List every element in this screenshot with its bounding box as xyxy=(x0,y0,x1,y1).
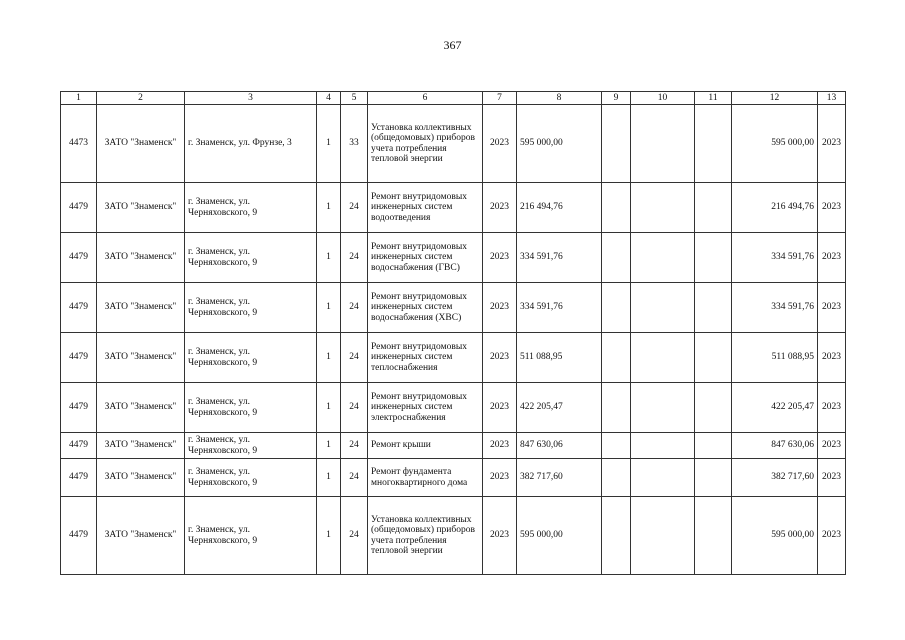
col11-cell xyxy=(695,283,732,333)
address-cell: г. Знаменск, ул. Черняховского, 9 xyxy=(185,497,317,575)
end-year-cell: 2023 xyxy=(818,333,846,383)
total-cost-cell: 847 630,06 xyxy=(732,433,818,459)
municipality-cell: ЗАТО "Знаменск" xyxy=(97,183,185,233)
col10-cell xyxy=(631,183,695,233)
total-cost-cell: 334 591,76 xyxy=(732,283,818,333)
total-cost-cell: 595 000,00 xyxy=(732,105,818,183)
col9-cell xyxy=(602,333,631,383)
col10-cell xyxy=(631,459,695,497)
col9-cell xyxy=(602,105,631,183)
col5-cell: 24 xyxy=(341,283,368,333)
work-type-cell: Ремонт крыши xyxy=(368,433,483,459)
municipality-cell: ЗАТО "Знаменск" xyxy=(97,433,185,459)
municipality-cell: ЗАТО "Знаменск" xyxy=(97,233,185,283)
col9-cell xyxy=(602,497,631,575)
work-type-cell: Установка коллективных (общедомовых) приборов учета потребления тепловой энергии xyxy=(368,497,483,575)
col9-cell xyxy=(602,283,631,333)
col10-cell xyxy=(631,233,695,283)
column-header: 11 xyxy=(695,92,732,105)
total-cost-cell: 382 717,60 xyxy=(732,459,818,497)
row-number-cell: 4473 xyxy=(61,105,97,183)
table-row xyxy=(61,105,846,183)
cost-cell: 216 494,76 xyxy=(517,183,602,233)
work-type-cell: Установка коллективных (общедомовых) приборов учета потребления тепловой энергии xyxy=(368,105,483,183)
cost-cell: 334 591,76 xyxy=(517,233,602,283)
table-row xyxy=(61,433,846,459)
col10-cell xyxy=(631,333,695,383)
row-number-cell: 4479 xyxy=(61,459,97,497)
col9-cell xyxy=(602,383,631,433)
cost-cell: 595 000,00 xyxy=(517,497,602,575)
municipality-cell: ЗАТО "Знаменск" xyxy=(97,383,185,433)
col4-cell: 1 xyxy=(317,233,341,283)
year-cell: 2023 xyxy=(483,433,517,459)
address-cell: г. Знаменск, ул. Черняховского, 9 xyxy=(185,183,317,233)
table-row xyxy=(61,497,846,575)
col9-cell xyxy=(602,183,631,233)
cost-cell: 511 088,95 xyxy=(517,333,602,383)
address-cell: г. Знаменск, ул. Черняховского, 9 xyxy=(185,383,317,433)
row-number-cell: 4479 xyxy=(61,433,97,459)
year-cell: 2023 xyxy=(483,233,517,283)
column-header: 12 xyxy=(732,92,818,105)
column-header: 9 xyxy=(602,92,631,105)
municipality-cell: ЗАТО "Знаменск" xyxy=(97,283,185,333)
col5-cell: 33 xyxy=(341,105,368,183)
page-number: 367 xyxy=(443,38,462,52)
year-cell: 2023 xyxy=(483,459,517,497)
col4-cell: 1 xyxy=(317,459,341,497)
col4-cell: 1 xyxy=(317,383,341,433)
table-row xyxy=(61,333,846,383)
col4-cell: 1 xyxy=(317,183,341,233)
address-cell: г. Знаменск, ул. Черняховского, 9 xyxy=(185,283,317,333)
end-year-cell: 2023 xyxy=(818,183,846,233)
total-cost-cell: 334 591,76 xyxy=(732,233,818,283)
cost-cell: 595 000,00 xyxy=(517,105,602,183)
municipality-cell: ЗАТО "Знаменск" xyxy=(97,459,185,497)
col11-cell xyxy=(695,383,732,433)
col5-cell: 24 xyxy=(341,183,368,233)
col11-cell xyxy=(695,459,732,497)
row-number-cell: 4479 xyxy=(61,383,97,433)
column-header: 5 xyxy=(341,92,368,105)
col10-cell xyxy=(631,105,695,183)
end-year-cell: 2023 xyxy=(818,283,846,333)
col10-cell xyxy=(631,433,695,459)
header-row xyxy=(61,92,846,105)
column-header: 8 xyxy=(517,92,602,105)
year-cell: 2023 xyxy=(483,183,517,233)
end-year-cell: 2023 xyxy=(818,383,846,433)
col4-cell: 1 xyxy=(317,497,341,575)
total-cost-cell: 422 205,47 xyxy=(732,383,818,433)
end-year-cell: 2023 xyxy=(818,105,846,183)
row-number-cell: 4479 xyxy=(61,183,97,233)
address-cell: г. Знаменск, ул. Фрунзе, 3 xyxy=(185,105,317,183)
work-type-cell: Ремонт внутридомовых инженерных систем водоснабжения (ГВС) xyxy=(368,233,483,283)
column-header: 6 xyxy=(368,92,483,105)
col11-cell xyxy=(695,183,732,233)
col9-cell xyxy=(602,233,631,283)
year-cell: 2023 xyxy=(483,383,517,433)
cost-cell: 334 591,76 xyxy=(517,283,602,333)
municipality-cell: ЗАТО "Знаменск" xyxy=(97,105,185,183)
municipality-cell: ЗАТО "Знаменск" xyxy=(97,333,185,383)
municipality-cell: ЗАТО "Знаменск" xyxy=(97,497,185,575)
column-header: 2 xyxy=(97,92,185,105)
address-cell: г. Знаменск, ул. Черняховского, 9 xyxy=(185,433,317,459)
col10-cell xyxy=(631,283,695,333)
work-type-cell: Ремонт внутридомовых инженерных систем водоснабжения (ХВС) xyxy=(368,283,483,333)
total-cost-cell: 511 088,95 xyxy=(732,333,818,383)
total-cost-cell: 216 494,76 xyxy=(732,183,818,233)
col11-cell xyxy=(695,105,732,183)
col10-cell xyxy=(631,383,695,433)
col9-cell xyxy=(602,459,631,497)
col5-cell: 24 xyxy=(341,459,368,497)
column-header: 1 xyxy=(61,92,97,105)
row-number-cell: 4479 xyxy=(61,333,97,383)
column-header: 3 xyxy=(185,92,317,105)
col5-cell: 24 xyxy=(341,433,368,459)
col4-cell: 1 xyxy=(317,283,341,333)
end-year-cell: 2023 xyxy=(818,459,846,497)
program-table xyxy=(60,91,846,575)
work-type-cell: Ремонт внутридомовых инженерных систем электроснабжения xyxy=(368,383,483,433)
address-cell: г. Знаменск, ул. Черняховского, 9 xyxy=(185,459,317,497)
cost-cell: 847 630,06 xyxy=(517,433,602,459)
table-row xyxy=(61,383,846,433)
end-year-cell: 2023 xyxy=(818,433,846,459)
cost-cell: 382 717,60 xyxy=(517,459,602,497)
column-header: 4 xyxy=(317,92,341,105)
col5-cell: 24 xyxy=(341,383,368,433)
col11-cell xyxy=(695,233,732,283)
col4-cell: 1 xyxy=(317,433,341,459)
column-header: 13 xyxy=(818,92,846,105)
total-cost-cell: 595 000,00 xyxy=(732,497,818,575)
col10-cell xyxy=(631,497,695,575)
row-number-cell: 4479 xyxy=(61,497,97,575)
col11-cell xyxy=(695,433,732,459)
row-number-cell: 4479 xyxy=(61,283,97,333)
address-cell: г. Знаменск, ул. Черняховского, 9 xyxy=(185,333,317,383)
end-year-cell: 2023 xyxy=(818,233,846,283)
work-type-cell: Ремонт внутридомовых инженерных систем теплоснабжения xyxy=(368,333,483,383)
cost-cell: 422 205,47 xyxy=(517,383,602,433)
col4-cell: 1 xyxy=(317,105,341,183)
year-cell: 2023 xyxy=(483,105,517,183)
work-type-cell: Ремонт внутридомовых инженерных систем водоотведения xyxy=(368,183,483,233)
col9-cell xyxy=(602,433,631,459)
column-header: 7 xyxy=(483,92,517,105)
end-year-cell: 2023 xyxy=(818,497,846,575)
year-cell: 2023 xyxy=(483,283,517,333)
work-type-cell: Ремонт фундамента многоквартирного дома xyxy=(368,459,483,497)
year-cell: 2023 xyxy=(483,497,517,575)
year-cell: 2023 xyxy=(483,333,517,383)
col11-cell xyxy=(695,333,732,383)
row-number-cell: 4479 xyxy=(61,233,97,283)
col11-cell xyxy=(695,497,732,575)
table-row xyxy=(61,183,846,233)
address-cell: г. Знаменск, ул. Черняховского, 9 xyxy=(185,233,317,283)
col5-cell: 24 xyxy=(341,233,368,283)
table-row xyxy=(61,233,846,283)
col5-cell: 24 xyxy=(341,333,368,383)
table-row xyxy=(61,283,846,333)
table-row xyxy=(61,459,846,497)
col5-cell: 24 xyxy=(341,497,368,575)
column-header: 10 xyxy=(631,92,695,105)
col4-cell: 1 xyxy=(317,333,341,383)
